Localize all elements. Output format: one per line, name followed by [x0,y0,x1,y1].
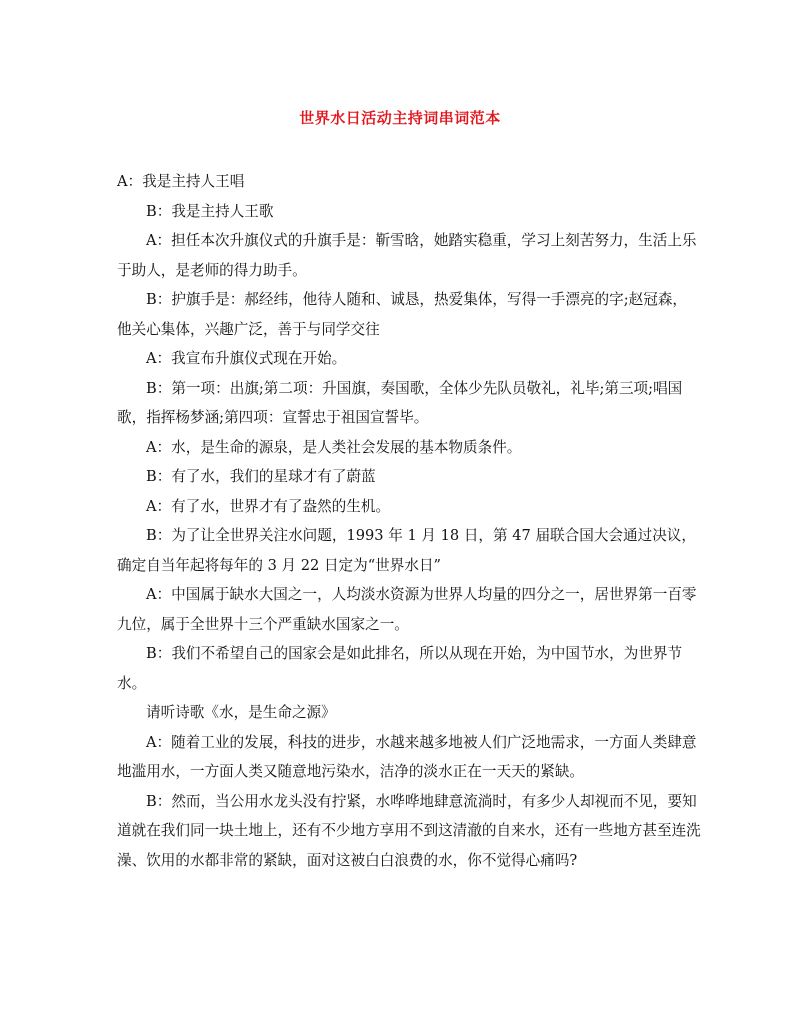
document-body [117,167,701,875]
paragraph-10: B：为了让全世界关注水问题，1993 年 1 月 18 日，第 47 届联合国大会通过决议，确定自当年起将每年的 3 月 22 日定为“世界水日” [117,527,696,574]
paragraph-8: B：有了水，我们的星球才有了蔚蓝 [146,468,376,485]
paragraph-3: A：担任本次升旗仪式的升旗手是：靳雪晗，她踏实稳重，学习上刻苦努力，生活上乐于助人，是老师的得力助手。 [117,232,697,279]
paragraph-1: A：我是主持人王唱 [117,173,245,190]
paragraph-5: A：我宣布升旗仪式现在开始。 [146,350,347,367]
paragraph-11: A：中国属于缺水大国之一，人均淡水资源为世界人均量的四分之一，居世界第一百零九位，属于全世界十三个严重缺水国家之一。 [117,586,697,633]
paragraph-4: B：护旗手是：郝经纬，他待人随和、诚恳，热爱集体，写得一手漂亮的字;赵冠森，他关心集体，兴趣广泛，善于与同学交往 [117,291,688,338]
paragraph-2: B：我是主持人王歌 [146,202,274,220]
paragraph-13: 请听诗歌《水，是生命之源》 [146,704,336,721]
paragraph-12: B：我们不希望自己的国家会是如此排名，所以从现在开始，为中国节水，为世界节水。 [117,645,683,692]
paragraph-6: B：第一项：出旗;第二项：升国旗，奏国歌，全体少先队员敬礼，礼毕;第三项;唱国歌，指挥杨梦涵;第四项：宣誓忠于祖国宣誓毕。 [117,379,683,426]
paragraph-14: A：随着工业的发展，科技的进步，水越来越多地被人们广泛地需求，一方面人类肆意地滥用水，一方面人类又随意地污染水，洁净的淡水正在一天天的紧缺。 [117,733,697,780]
paragraph-9: A：有了水，世界才有了盎然的生机。 [146,497,391,515]
paragraph-7: A：水，是生命的源泉，是人类社会发展的基本物质条件。 [146,438,522,456]
paragraph-15: B：然而，当公用水龙头没有拧紧，水哗哗地肆意流淌时，有多少人却视而不见，要知道就在我们同一块土地上，还有不少地方享用不到这清澈的自来水，还有一些地方甚至连洗澡、饮用的水都非常的紧缺，面对这被白白浪费的水，你不觉得心痛吗? [117,792,701,869]
document-title: 世界水日活动主持词串词范本 [299,109,501,127]
